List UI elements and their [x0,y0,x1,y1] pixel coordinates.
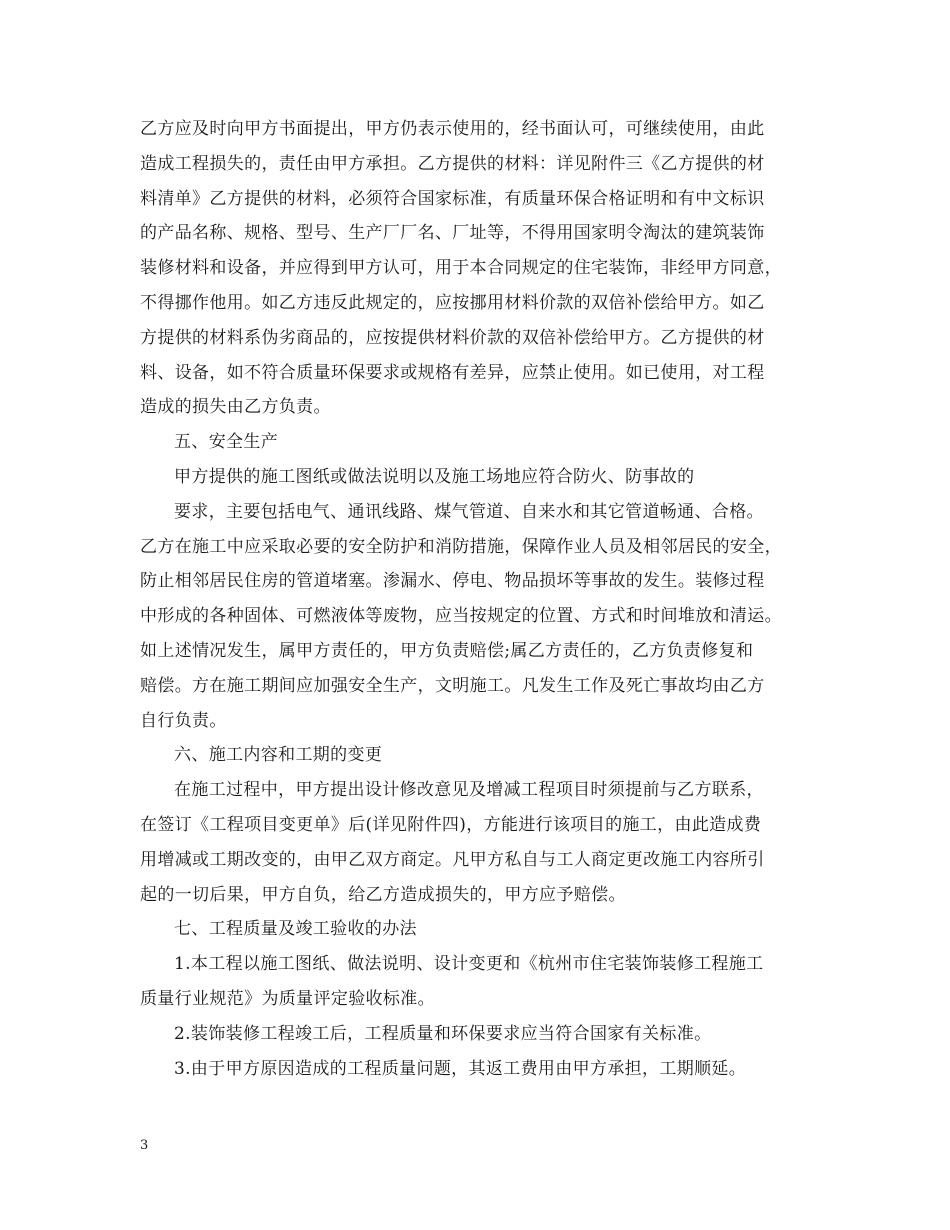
text-line: 五、安全生产 [174,432,279,453]
text-line: 乙方在施工中应采取必要的安全防护和消防措施，保障作业人员及相邻居民的安全， [140,536,782,557]
text-line: 质量行业规范》为质量评定验收标准。 [140,988,435,1009]
text-line: 起的一切后果，甲方自负，给乙方造成损失的，甲方应予赔偿。 [140,884,626,905]
text-line: 中形成的各种固体、可燃液体等废物，应当按规定的位置、方式和时间堆放和清运。 [140,606,782,627]
text-line: 如上述情况发生，属甲方责任的，甲方负责赔偿;属乙方责任的，乙方负责修复和 [140,640,754,661]
text-line: 甲方提供的施工图纸或做法说明以及施工场地应符合防火、防事故的 [174,466,695,487]
text-line: 料、设备，如不符合质量环保要求或规格有差异，应禁止使用。如已使用，对工程 [140,362,765,383]
text-line: 乙方应及时向甲方书面提出，甲方仍表示使用的，经书面认可，可继续使用，由此 [140,119,765,139]
text-line: 造成的损失由乙方负责。 [140,397,331,418]
document-body [140,112,820,1086]
text-line: 不得挪作他用。如乙方违反此规定的，应按挪用材料价款的双倍补偿给甲方。如乙 [140,292,765,313]
text-line: 的产品名称、规格、型号、生产厂厂名、厂址等，不得用国家明令淘汰的建筑装饰 [140,223,765,244]
text-line: 在施工过程中，甲方提出设计修改意见及增减工程项目时须提前与乙方联系， [174,780,764,801]
text-line: 料清单》乙方提供的材料，必须符合国家标准，有质量环保合格证明和有中文标识 [140,188,765,209]
text-line: 六、施工内容和工期的变更 [174,745,383,766]
text-line: 方提供的材料系伪劣商品的，应按提供材料价款的双倍补偿给甲方。乙方提供的材 [140,327,765,348]
text-line: 赔偿。方在施工期间应加强安全生产，文明施工。凡发生工作及死亡事故均由乙方 [140,675,765,696]
text-line: 自行负责。 [140,710,227,731]
text-line: 用增减或工期改变的，由甲乙双方商定。凡甲方私自与工人商定更改施工内容所引 [140,849,765,870]
text-line: 防止相邻居民住房的管道堵塞。渗漏水、停电、物品损坏等事故的发生。装修过程 [140,571,765,592]
text-line: 3.由于甲方原因造成的工程质量问题，其返工费用由甲方承担，工期顺延。 [174,1058,747,1079]
page-number: 3 [140,1138,149,1153]
text-line: 造成工程损失的，责任由甲方承担。乙方提供的材料：详见附件三《乙方提供的材 [140,153,765,174]
text-line: 装修材料和设备，并应得到甲方认可，用于本合同规定的住宅装饰，非经甲方同意， [140,258,782,279]
text-line: 2.装饰装修工程竣工后，工程质量和环保要求应当符合国家有关标准。 [174,1023,712,1044]
text-line: 1.本工程以施工图纸、做法说明、设计变更和《杭州市住宅装饰装修工程施工 [174,954,764,975]
text-line: 七、工程质量及竣工验收的办法 [174,919,417,940]
text-line: 在签订《工程项目变更单》后(详见附件四)，方能进行该项目的施工，由此造成费 [140,814,762,835]
text-line: 要求，主要包括电气、通讯线路、煤气管道、自来水和其它管道畅通、合格。 [174,501,764,522]
